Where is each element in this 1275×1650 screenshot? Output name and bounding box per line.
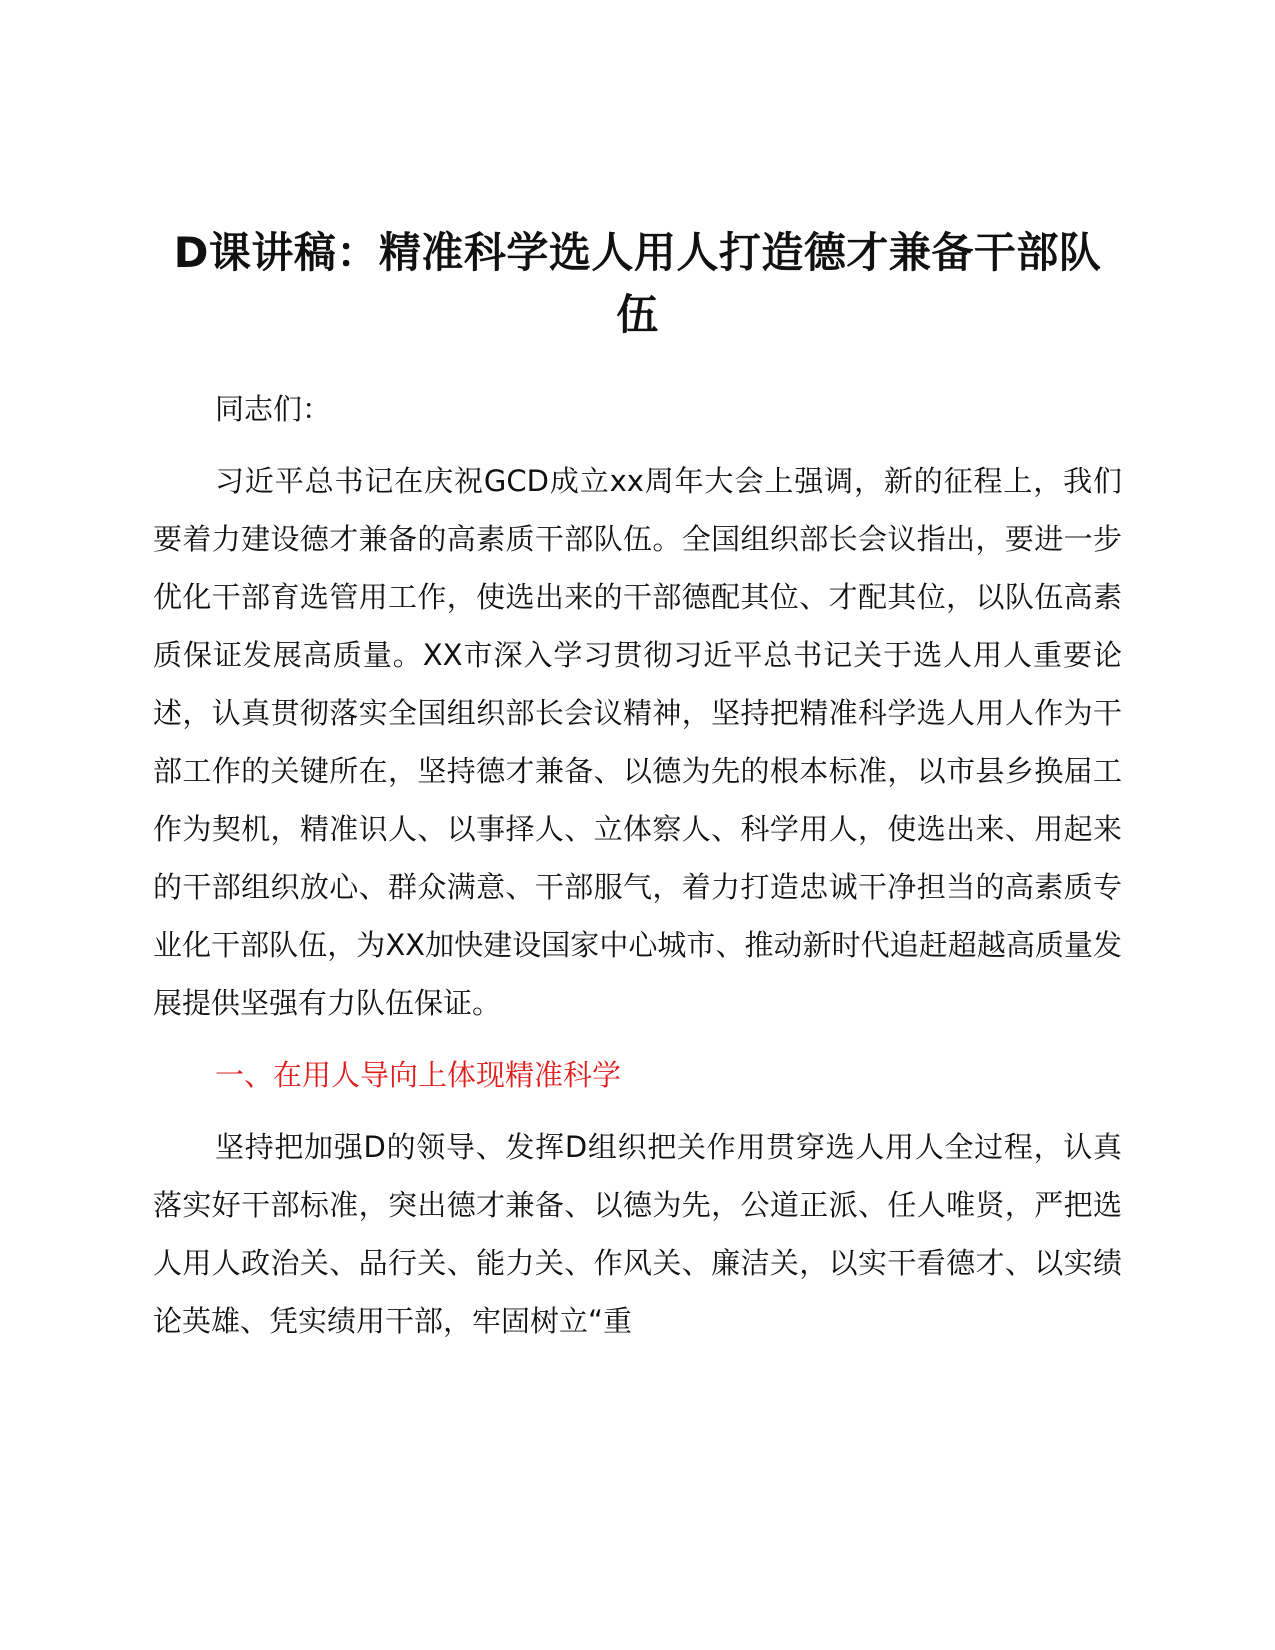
salutation: 同志们：: [215, 392, 332, 426]
paragraph-intro: 习近平总书记在庆祝GCD成立xx周年大会上强调，新的征程上，我们要着力建设德才兼备的高素质干部队伍。全国组织部长会议指出，要进一步优化干部育选管用工作，使选出来的干部德配其位、才配其位，以队伍高素质保证发展高质量。XX市深入学习贯彻习近平总书记关于选人用人重要论述，认真贯彻落实全国组织部长会议精神，坚持把精准科学选人用人作为干部工作的关键所在，坚持德才兼备、以德为先的根本标准，以市县乡换届工作为契机，精准识人、以事择人、立体察人、科学用人，使选出来、用起来的干部组织放心、群众满意、干部服气，着力打造忠诚干净担当的高素质专业化干部队伍，为XX加快建设国家中心城市、推动新时代追赶超越高质量发展提供坚强有力队伍保证。: [153, 464, 1122, 1020]
document-body: [153, 222, 1122, 1350]
section-heading-1: 一、在用人导向上体现精准科学: [215, 1058, 622, 1092]
paragraph-section-1: 坚持把加强D的领导、发挥D组织把关作用贯穿选人用人全过程，认真落实好干部标准，突出德才兼备、以德为先，公道正派、任人唯贤，严把选人用人政治关、品行关、能力关、作风关、廉洁关，以实干看德才、以实绩论英雄、凭实绩用干部，牢固树立“重: [153, 1130, 1122, 1338]
document-title: D课讲稿：精准科学选人用人打造德才兼备干部队伍: [173, 228, 1102, 339]
